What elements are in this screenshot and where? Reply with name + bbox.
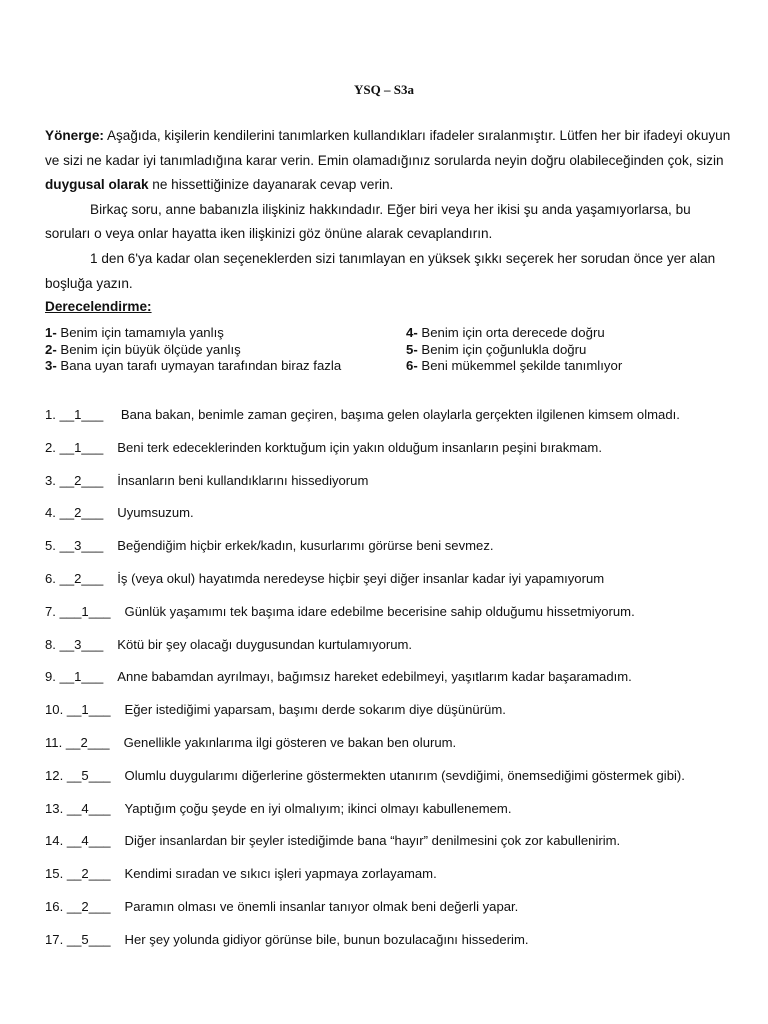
question-text: Genellikle yakınlarıma ilgi gösteren ve bakan ben olurum. (123, 734, 457, 750)
rating-heading: Derecelendirme: (45, 299, 152, 314)
question-item (45, 569, 745, 602)
answer-field[interactable]: __3___ (59, 538, 104, 554)
question-number: 7. (45, 603, 56, 619)
question-text: Kötü bir şey olacağı duygusundan kurtulamıyorum. (117, 636, 413, 652)
question-list (45, 405, 745, 963)
answer-field[interactable]: __5___ (66, 767, 111, 783)
question-text: Eğer istediğimi yaparsam, başımı derde sokarım diye düşünürüm. (124, 702, 506, 718)
rating-option-text: Bana uyan tarafı uymayan tarafından biraz fazla (56, 358, 342, 373)
question-text: İnsanların beni kullandıklarını hissediyorum (117, 472, 369, 488)
instructions-text-a: Aşağıda, kişilerin kendilerini tanımlarken kullandıkları ifadeler sıralanmıştır. Lütfen her bir ifadeyi okuyun ve sizi ne kadar iyi tanımladığına karar verin. Emin olamadığınız sorularda neyin doğru olabileceğinden çok, sizin (45, 128, 731, 168)
rating-option (406, 325, 736, 342)
question-text: Yaptığım çoğu şeyde en iyi olmalıyım; ikinci olmayı kabullenemem. (124, 800, 512, 816)
rating-option-number: 2- (45, 341, 57, 357)
answer-field[interactable]: __2___ (66, 898, 111, 914)
question-number: 14. (45, 833, 64, 849)
answer-field[interactable]: __5___ (66, 931, 111, 947)
question-text: Uyumsuzum. (117, 505, 194, 521)
answer-field[interactable]: ___1___ (59, 603, 111, 619)
question-item (45, 766, 745, 799)
answer-field[interactable]: __4___ (66, 800, 111, 816)
instructions-paragraph-2: Birkaç soru, anne babanızla ilişkiniz hakkındadır. Eğer biri veya her ikisi şu anda yaşamıyorlarsa, bu soruları o veya onlar hayatta iken ilişkinizi göz önüne alarak cevaplandırın. (45, 201, 691, 242)
page-title: YSQ – S3a (354, 82, 414, 97)
question-item (45, 700, 745, 733)
instructions-emphasis: duygusal olarak (45, 177, 149, 193)
rating-option-text: Benim için tamamıyla yanlış (56, 325, 224, 340)
question-text: Olumlu duygularımı diğerlerine göstermekten utanırım (sevdiğimi, önemsediğimi göstermek gibi). (124, 767, 685, 783)
rating-option-text: Benim için orta derecede doğru (417, 325, 605, 340)
question-item (45, 438, 745, 471)
question-number: 6. (45, 570, 56, 586)
question-item (45, 503, 745, 536)
rating-option-number: 3- (45, 358, 57, 373)
rating-option (45, 325, 395, 342)
answer-field[interactable]: __2___ (65, 734, 110, 750)
answer-field[interactable]: __2___ (66, 866, 111, 882)
question-number: 12. (45, 767, 64, 783)
question-number: 13. (45, 800, 64, 816)
rating-option-number: 5- (406, 341, 418, 357)
question-number: 9. (45, 669, 56, 685)
question-text: Beni terk edeceklerinden korktuğum için yakın olduğum insanların peşini bırakmam. (117, 439, 602, 455)
question-text: Kendimi sıradan ve sıkıcı işleri yapmaya zorlayamam. (124, 866, 437, 882)
rating-option-text: Benim için çoğunlukla doğru (417, 341, 587, 357)
question-item (45, 667, 745, 700)
rating-scale-right (406, 325, 736, 375)
answer-field[interactable]: __3___ (59, 636, 104, 652)
question-item (45, 536, 745, 569)
question-item (45, 831, 745, 864)
question-number: 4. (45, 505, 56, 521)
answer-field[interactable]: __1___ (59, 669, 104, 685)
question-number: 10. (45, 702, 64, 718)
question-item (45, 799, 745, 832)
question-number: 5. (45, 538, 56, 554)
question-item (45, 635, 745, 668)
question-number: 1. (45, 407, 56, 422)
answer-field[interactable]: __2___ (59, 505, 104, 521)
answer-field[interactable]: __2___ (59, 570, 104, 586)
question-text: Anne babamdan ayrılmayı, bağımsız hareket edebilmeyi, yaşıtlarım kadar başaramadım. (117, 669, 632, 685)
rating-option (406, 358, 736, 375)
rating-option-text: Benim için büyük ölçüde yanlış (56, 341, 241, 357)
rating-option-number: 4- (406, 325, 418, 340)
rating-option (45, 358, 395, 375)
question-number: 11. (45, 734, 63, 750)
instructions-paragraph-1 (45, 124, 735, 198)
question-text: Beğendiğim hiçbir erkek/kadın, kusurlarımı görürse beni sevmez. (117, 538, 494, 554)
question-item (45, 471, 745, 504)
question-text: İş (veya okul) hayatımda neredeyse hiçbir şeyi diğer insanlar kadar iyi yapamıyorum (117, 570, 605, 586)
question-item (45, 864, 745, 897)
question-item (45, 733, 745, 766)
question-text: Her şey yolunda gidiyor görünse bile, bunun bozulacağını hissederim. (124, 931, 529, 947)
answer-field[interactable]: __1___ (59, 439, 104, 455)
question-item (45, 930, 745, 963)
rating-option (406, 342, 736, 359)
answer-field[interactable]: __4___ (66, 833, 111, 849)
rating-option (45, 342, 395, 359)
answer-field[interactable]: __1___ (66, 702, 111, 718)
answer-field[interactable]: __2___ (59, 472, 104, 488)
instructions-label: Yönerge: (45, 128, 104, 143)
question-number: 2. (45, 439, 56, 455)
question-item (45, 602, 745, 635)
instructions (45, 124, 735, 296)
question-number: 17. (45, 931, 64, 947)
instructions-paragraph-3: 1 den 6'ya kadar olan seçeneklerden sizi tanımlayan en yüksek şıkkı seçerek her sorudan önce yer alan boşluğa yazın. (45, 250, 716, 291)
rating-scale-left (45, 325, 395, 375)
question-number: 8. (45, 636, 56, 652)
question-number: 3. (45, 472, 56, 488)
question-text: Günlük yaşamımı tek başıma idare edebilme becerisine sahip olduğumu hissetmiyorum. (124, 603, 635, 619)
question-text: Diğer insanlardan bir şeyler istediğimde bana “hayır” denilmesini çok zor kabullenirim. (124, 833, 621, 849)
question-number: 15. (45, 866, 64, 882)
question-item (45, 405, 745, 438)
question-text: Bana bakan, benimle zaman geçiren, başıma gelen olaylarla gerçekten ilgilenen kimsem olmadı. (117, 407, 680, 422)
answer-field[interactable]: __1___ (59, 407, 104, 422)
question-item (45, 897, 745, 930)
question-text: Paramın olması ve önemli insanlar tanıyor olmak beni değerli yapar. (124, 898, 519, 914)
instructions-text-b: ne hissettiğinize dayanarak cevap verin. (148, 177, 394, 193)
rating-option-number: 6- (406, 358, 418, 373)
rating-option-number: 1- (45, 325, 57, 340)
question-number: 16. (45, 898, 64, 914)
rating-option-text: Beni mükemmel şekilde tanımlıyor (417, 358, 623, 373)
